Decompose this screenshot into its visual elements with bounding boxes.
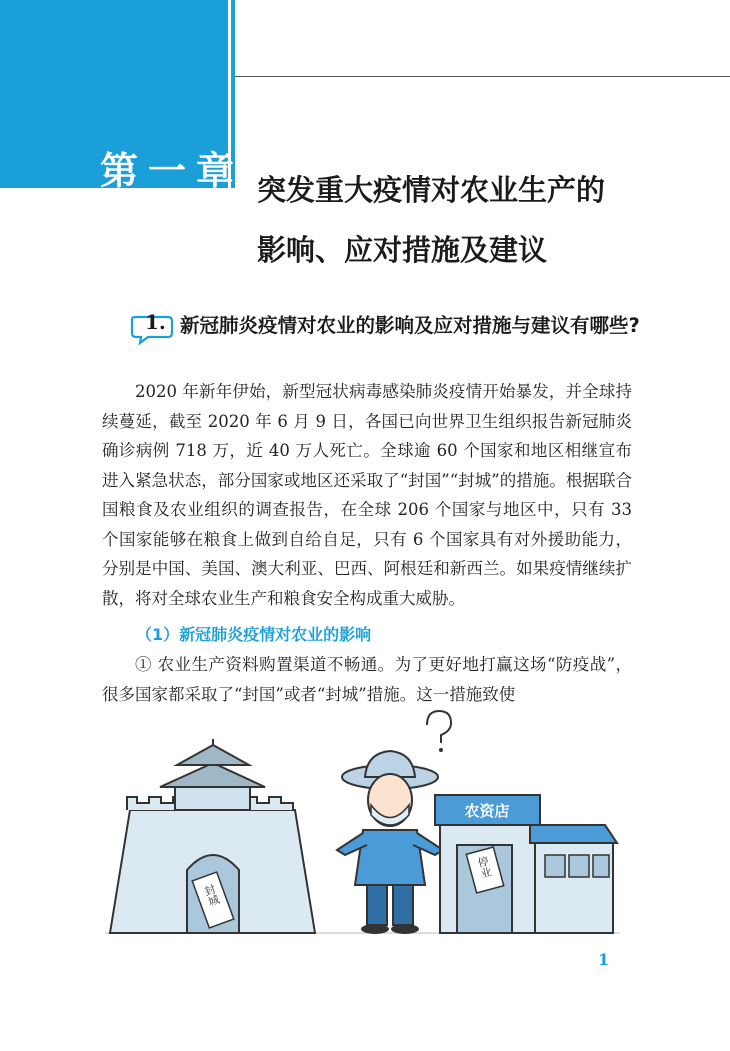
- body-text-2: [102, 650, 632, 709]
- body-text-1: [102, 377, 632, 613]
- closed-sign-text: 停业: [475, 854, 494, 880]
- chapter-title-line-2: 影响、应对措施及建议: [257, 233, 548, 267]
- city-wall-illustration: [110, 739, 315, 933]
- paragraph-2: ① 农业生产资料购置渠道不畅通。为了更好地打赢这场“防疫战”，很多国家都采取了“封国”或者“封城”措施。这一措施致使: [102, 655, 632, 704]
- lockdown-illustration: [105, 705, 620, 940]
- header-rule: [235, 76, 730, 77]
- page-number: 1: [598, 950, 610, 969]
- shop-illustration: [435, 795, 617, 933]
- chapter-title: [257, 160, 697, 280]
- sub-heading: （1）新冠肺炎疫情对农业的影响: [136, 625, 372, 644]
- chapter-title-line-1: 突发重大疫情对农业生产的: [257, 173, 606, 207]
- question-number: 1.: [145, 310, 166, 334]
- paragraph-1: 2020 年新年伊始，新型冠状病毒感染肺炎疫情开始暴发，并全球持续蔓延，截至 2020 年 6 月 9 日，各国已向世界卫生组织报告新冠肺炎确诊病例 718 万，近 40 万人死亡。全球逾 60 个国家和地区相继宣布进入紧急状态，部分国家或地区还采取了“封国”“封城”的措施。根据联合国粮食及农业组织的调查报告，在全球 206 个国家与地区中，只有 33 个国家能够在粮食上做到自给自足，只有 6 个国家具有对外援助能力，分别是中国、美国、澳大利亚、巴西、阿根廷和新西兰。如果疫情继续扩散，将对全球农业生产和粮食安全构成重大威胁。: [102, 382, 632, 608]
- question-title: 新冠肺炎疫情对农业的影响及应对措施与建议有哪些?: [180, 314, 640, 337]
- chapter-label: 第一章: [100, 149, 245, 193]
- shop-sign-text: 农资店: [464, 802, 510, 820]
- farmer-illustration: [337, 711, 451, 934]
- seal-text: 封城: [201, 882, 222, 908]
